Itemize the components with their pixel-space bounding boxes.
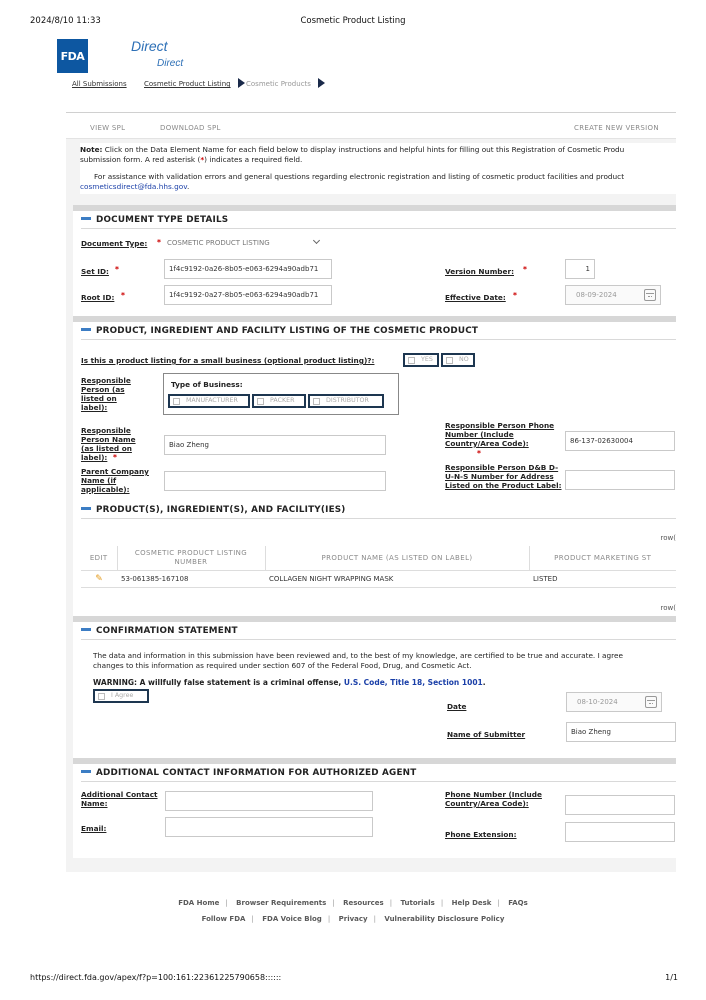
warning-label: WARNING: A willfully false statement is a criminal offense, xyxy=(93,678,344,687)
marketing-status-cell: LISTED xyxy=(529,571,676,588)
section-divider xyxy=(81,518,676,519)
support-email-link[interactable]: cosmeticsdirect@fda.hhs.gov xyxy=(80,182,187,191)
calendar-icon[interactable] xyxy=(644,289,656,301)
confirmation-section xyxy=(73,616,676,758)
agent-email-field[interactable] xyxy=(165,817,373,837)
effective-date-label[interactable]: Effective Date: xyxy=(445,293,506,302)
footer-link-privacy[interactable]: Privacy xyxy=(338,915,368,923)
distributor-checkbox[interactable]: DISTRIBUTOR xyxy=(308,394,384,408)
collapse-icon[interactable] xyxy=(81,770,91,773)
required-asterisk: * xyxy=(157,238,161,247)
print-datetime: 2024/8/10 11:33 xyxy=(30,16,101,26)
col-header-listing-number[interactable]: COSMETIC PRODUCT LISTING NUMBER xyxy=(117,546,265,571)
email-period: . xyxy=(186,182,190,191)
agent-phone-ext-label[interactable]: Phone Extension: xyxy=(445,830,517,839)
document-type-title: DOCUMENT TYPE DETAILS xyxy=(81,215,228,225)
additional-contact-name-field[interactable] xyxy=(165,791,373,811)
col-header-product-name[interactable]: PRODUCT NAME (AS LISTED ON LABEL) xyxy=(265,546,529,571)
us-code-link[interactable]: U.S. Code, Title 18, Section 1001 xyxy=(343,678,483,687)
agent-phone-ext-field[interactable] xyxy=(565,822,675,842)
note-text-2: submission form. A red asterisk ( xyxy=(80,155,201,164)
col-header-marketing-status[interactable]: PRODUCT MARKETING ST xyxy=(529,546,676,571)
duns-field[interactable] xyxy=(565,470,675,490)
set-id-field[interactable]: 1f4c9192-0a26-8b05-e063-6294a90adb71 xyxy=(164,259,332,279)
collapse-icon[interactable] xyxy=(81,217,91,220)
collapse-icon[interactable] xyxy=(81,507,91,510)
submitter-name-field[interactable]: Biao Zheng xyxy=(566,722,676,742)
packer-checkbox[interactable]: PACKER xyxy=(252,394,306,408)
brand-direct-title: Direct xyxy=(131,38,168,54)
set-id-label[interactable]: Set ID: xyxy=(81,267,109,276)
collapse-icon[interactable] xyxy=(81,328,91,331)
confirmation-date-value: 08-10-2024 xyxy=(577,698,618,706)
checkbox-box xyxy=(408,357,415,364)
submitter-label[interactable]: Name of Submitter xyxy=(447,730,526,739)
footer-link-faqs[interactable]: FAQs xyxy=(508,899,528,907)
rp-name-field[interactable]: Biao Zheng xyxy=(164,435,386,455)
table-header-row xyxy=(81,546,676,571)
breadcrumb-all-submissions[interactable]: All Submissions xyxy=(72,80,127,88)
collapse-icon[interactable] xyxy=(81,628,91,631)
product-name-cell: COLLAGEN NIGHT WRAPPING MASK xyxy=(265,571,529,588)
agent-email-label[interactable]: Email: xyxy=(81,824,107,833)
checkbox-box xyxy=(313,398,320,405)
calendar-icon[interactable] xyxy=(645,696,657,708)
rp-phone-label[interactable]: Responsible Person Phone Number (Include Country/Area Code): xyxy=(445,421,555,448)
required-asterisk: * xyxy=(115,265,119,274)
download-spl-button[interactable]: DOWNLOAD SPL xyxy=(160,124,221,132)
chevron-down-icon[interactable] xyxy=(313,237,320,244)
document-type-section xyxy=(73,205,676,316)
col-header-edit: EDIT xyxy=(81,546,117,571)
footer-link-fda-home[interactable]: FDA Home xyxy=(178,899,220,907)
print-footer xyxy=(30,973,678,982)
form-notes xyxy=(80,143,676,194)
print-title: Cosmetic Product Listing xyxy=(300,16,406,26)
footer-links-row2: Follow FDA | FDA Voice Blog | Privacy | Vulnerability Disclosure Policy xyxy=(201,915,505,923)
footer-link-fda-voice-blog[interactable]: FDA Voice Blog xyxy=(262,915,322,923)
print-page-number: 1/1 xyxy=(665,973,678,982)
print-header xyxy=(30,16,676,30)
confirmation-date-field[interactable] xyxy=(566,692,662,712)
date-label[interactable]: Date xyxy=(447,702,467,711)
manufacturer-checkbox[interactable]: MANUFACTURER xyxy=(168,394,250,408)
required-asterisk: * xyxy=(200,155,205,164)
view-spl-button[interactable]: VIEW SPL xyxy=(90,124,126,132)
responsible-person-label[interactable]: Responsible Person (as listed on label): xyxy=(81,376,131,412)
main-form-frame xyxy=(66,112,676,872)
assist-text: For assistance with validation errors and general questions regarding electronic registration and listing of cosmetic product facilities and product xyxy=(94,172,625,181)
parent-company-label[interactable]: Parent Company Name (if applicable): xyxy=(81,467,149,494)
section-divider xyxy=(81,339,676,340)
footer-link-follow-fda[interactable]: Follow FDA xyxy=(201,915,246,923)
required-asterisk: * xyxy=(477,449,481,458)
i-agree-checkbox[interactable]: I Agree xyxy=(93,689,149,703)
note-label: Note: xyxy=(80,145,103,154)
agent-phone-field[interactable] xyxy=(565,795,675,815)
note-text: Click on the Data Element Name for each field below to display instructions and helpful hints for filling out this Registration of Cosmetic Produ xyxy=(102,145,625,154)
additional-contact-name-label[interactable]: Additional Contact Name: xyxy=(81,790,158,808)
duns-label[interactable]: Responsible Person D&B D-U-N-S Number for Address Listed on the Product Label: xyxy=(445,463,562,490)
edit-cell xyxy=(81,571,117,588)
confirmation-text-line1: The data and information in this submission have been reviewed and, to the best of my knowledge, are certified to be true and accurate. I agree xyxy=(93,651,623,660)
breadcrumb-cosmetic-product-listing[interactable]: Cosmetic Product Listing xyxy=(144,80,231,88)
products-subsection-title: PRODUCT(S), INGREDIENT(S), AND FACILITY(IES) xyxy=(81,505,346,515)
product-listing-title: PRODUCT, INGREDIENT AND FACILITY LISTING OF THE COSMETIC PRODUCT xyxy=(81,326,478,336)
effective-date-value: 08-09-2024 xyxy=(576,291,617,299)
confirmation-title: CONFIRMATION STATEMENT xyxy=(81,626,238,636)
version-number-label[interactable]: Version Number: xyxy=(445,267,514,276)
confirmation-text xyxy=(93,651,676,671)
fda-logo[interactable]: FDA xyxy=(57,39,88,73)
footer-links-row1: FDA Home | Browser Requirements | Resources | Tutorials | Help Desk | FAQs xyxy=(178,899,528,907)
confirmation-text-line2: changes to this information as required under section 607 of the Federal Food, Drug, and Cosmetic Act. xyxy=(93,661,472,670)
root-id-field[interactable]: 1f4c9192-0a27-8b05-e063-6294a90adb71 xyxy=(164,285,332,305)
document-type-label[interactable]: Document Type: xyxy=(81,239,148,248)
footer-link-resources[interactable]: Resources xyxy=(343,899,384,907)
row-count-bottom: row( xyxy=(660,604,676,612)
breadcrumb-cosmetic-products[interactable]: Cosmetic Products xyxy=(246,80,311,88)
footer-link-tutorials[interactable]: Tutorials xyxy=(400,899,435,907)
rp-name-label[interactable]: Responsible Person Name (as listed on label): xyxy=(81,426,136,462)
section-divider xyxy=(81,228,676,229)
warning-text xyxy=(93,678,486,687)
required-asterisk: * xyxy=(113,453,117,462)
small-business-question[interactable]: Is this a product listing for a small business (optional product listing)?: xyxy=(81,356,375,365)
pencil-edit-icon[interactable]: ✎ xyxy=(95,574,103,584)
breadcrumb xyxy=(72,78,372,92)
brand-header xyxy=(57,39,357,77)
type-of-business-box xyxy=(163,373,399,415)
root-id-label[interactable]: Root ID: xyxy=(81,293,115,302)
checkbox-box xyxy=(98,693,105,700)
footer-link-help-desk[interactable]: Help Desk xyxy=(451,899,492,907)
row-count-top: row( xyxy=(660,534,676,542)
product-listing-section xyxy=(73,316,676,616)
agent-phone-label[interactable]: Phone Number (Include Country/Area Code): xyxy=(445,790,542,808)
breadcrumb-arrow-icon xyxy=(318,78,325,88)
section-divider xyxy=(81,639,676,640)
footer-link-browser-requirements[interactable]: Browser Requirements xyxy=(236,899,327,907)
warning-period: . xyxy=(482,678,486,687)
section-divider xyxy=(81,781,676,782)
checkbox-box xyxy=(257,398,264,405)
required-asterisk: * xyxy=(121,291,125,300)
document-type-select[interactable]: COSMETIC PRODUCT LISTING xyxy=(167,239,270,247)
authorized-agent-title: ADDITIONAL CONTACT INFORMATION FOR AUTHORIZED AGENT xyxy=(81,768,416,778)
required-asterisk: * xyxy=(513,291,517,300)
required-asterisk: * xyxy=(523,265,527,274)
table-row[interactable] xyxy=(81,571,676,588)
products-table xyxy=(81,546,676,588)
note-text-3: ) indicates a required field. xyxy=(204,155,303,164)
version-number-field[interactable]: 1 xyxy=(565,259,595,279)
small-business-no-checkbox[interactable]: NO xyxy=(441,353,475,367)
action-toolbar xyxy=(66,113,676,139)
footer-link-vulnerability-disclosure[interactable]: Vulnerability Disclosure Policy xyxy=(384,915,505,923)
type-of-business-label: Type of Business: xyxy=(171,380,243,389)
rp-phone-field[interactable]: 86-137-02630004 xyxy=(565,431,675,451)
breadcrumb-arrow-icon xyxy=(238,78,245,88)
brand-direct-subtitle: Direct xyxy=(157,58,184,69)
small-business-yes-checkbox[interactable]: YES xyxy=(403,353,439,367)
checkbox-box xyxy=(173,398,180,405)
print-url: https://direct.fda.gov/apex/f?p=100:161:22361225790658:::::: xyxy=(30,973,282,982)
effective-date-field[interactable] xyxy=(565,285,661,305)
checkbox-box xyxy=(446,357,453,364)
listing-number-cell: 53-061385-167108 xyxy=(117,571,265,588)
authorized-agent-section xyxy=(73,758,676,858)
parent-company-field[interactable] xyxy=(164,471,386,491)
create-new-version-button[interactable]: CREATE NEW VERSION xyxy=(574,124,659,132)
